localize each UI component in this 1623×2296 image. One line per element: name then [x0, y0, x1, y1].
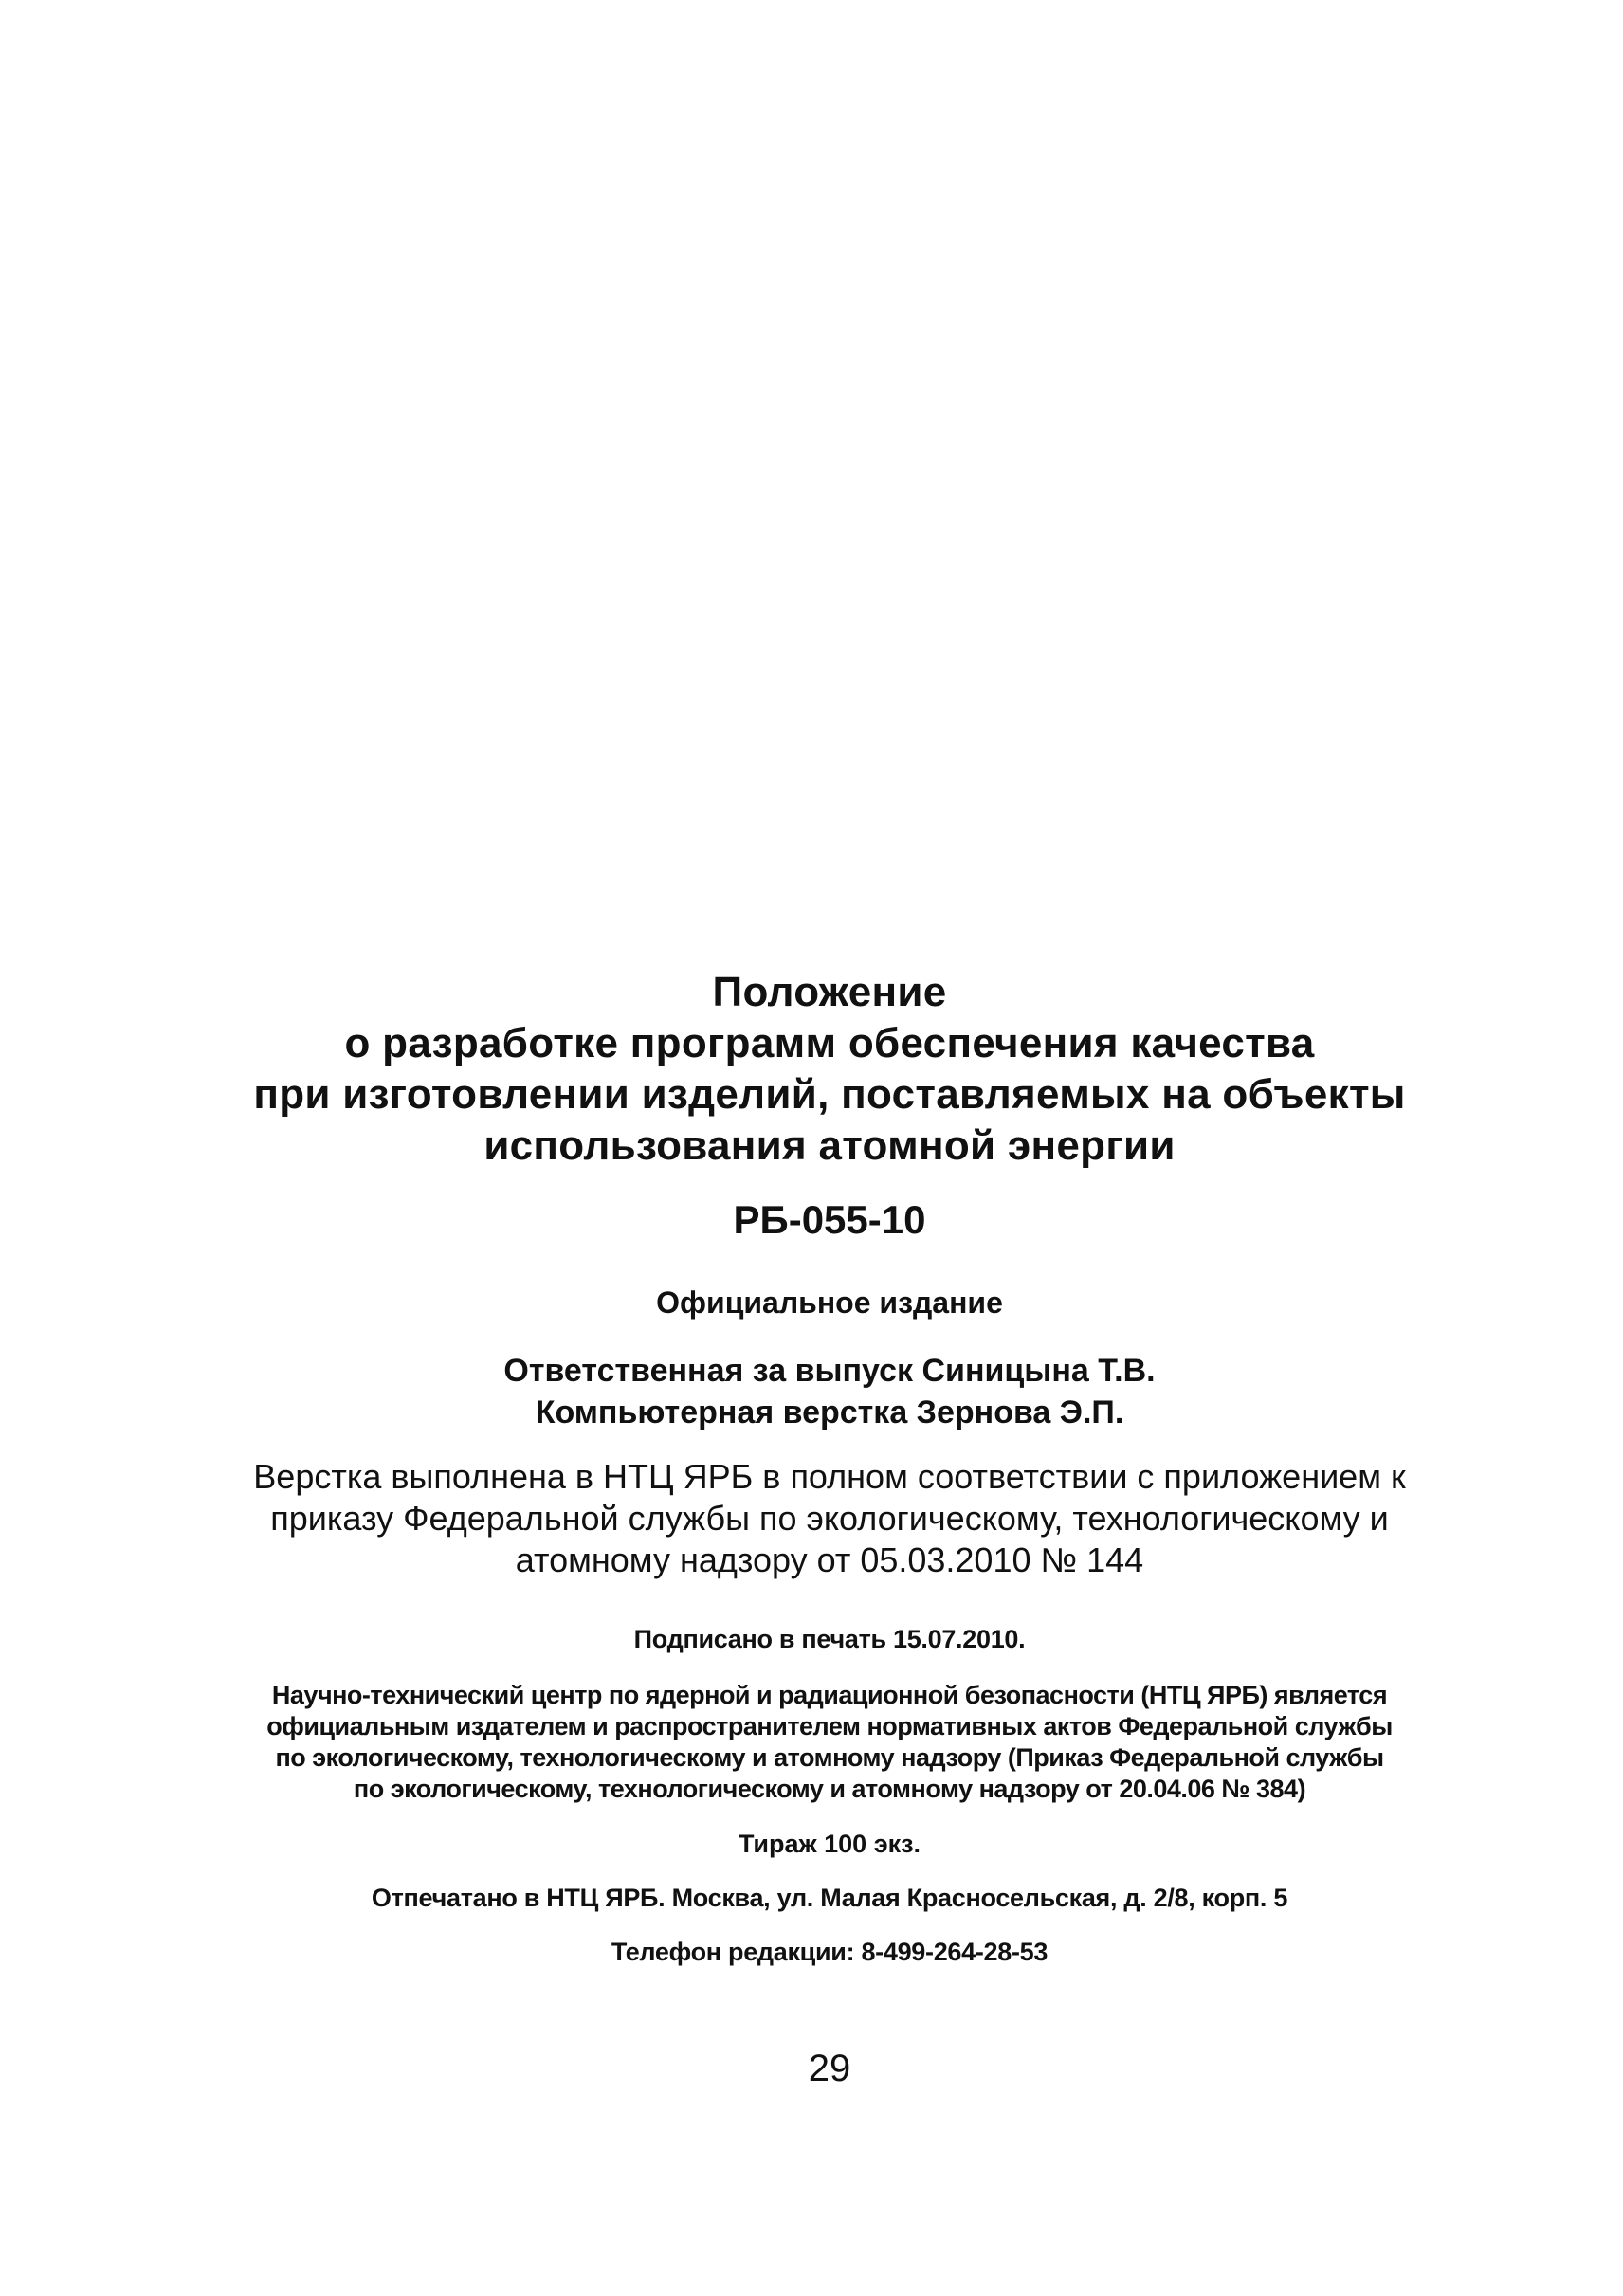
page-number: 29 [808, 2048, 851, 2089]
title-line: Положение [712, 969, 947, 1015]
publisher-line: Научно-технический центр по ядерной и радиационной безопасности (НТЦ ЯРБ) является [271, 1681, 1388, 1709]
printed-at: Отпечатано в НТЦ ЯРБ. Москва, ул. Малая Красносельская, д. 2/8, корп. 5 [371, 1884, 1288, 1912]
document-code: РБ-055-10 [733, 1197, 926, 1242]
circulation: Тираж 100 экз. [738, 1830, 921, 1858]
title-line: использования атомной энергии [483, 1122, 1176, 1169]
editorial-phone: Телефон редакции: 8-499-264-28-53 [611, 1938, 1049, 1966]
credits [0, 1350, 1623, 1433]
edition-label: Официальное издание [656, 1285, 1003, 1320]
publisher-info [0, 1680, 1623, 1805]
layout-note [0, 1456, 1623, 1581]
credit-line: Компьютерная верстка Зернова Э.П. [535, 1394, 1124, 1430]
publisher-line: по экологическому, технологическому и атомному надзору от 20.04.06 № 384) [353, 1775, 1306, 1803]
signed-date: Подписано в печать 15.07.2010. [633, 1625, 1026, 1653]
document-title [0, 967, 1623, 1172]
publisher-line: официальным издателем и распространителем нормативных актов Федеральной службы [266, 1712, 1393, 1740]
title-line: о разработке программ обеспечения качества [344, 1020, 1315, 1066]
layout-note-line: Верстка выполнена в НТЦ ЯРБ в полном соответствии с приложением к [253, 1457, 1406, 1496]
publisher-line: по экологическому, технологическому и атомному надзору (Приказ Федеральной службы [275, 1743, 1384, 1772]
credit-line: Ответственная за выпуск Синицына Т.В. [503, 1353, 1156, 1389]
layout-note-line: атомному надзору от 05.03.2010 № 144 [515, 1540, 1144, 1579]
title-line: при изготовлении изделий, поставляемых на объекты [253, 1071, 1406, 1118]
layout-note-line: приказу Федеральной службы по экологическому, технологическому и [270, 1499, 1389, 1538]
